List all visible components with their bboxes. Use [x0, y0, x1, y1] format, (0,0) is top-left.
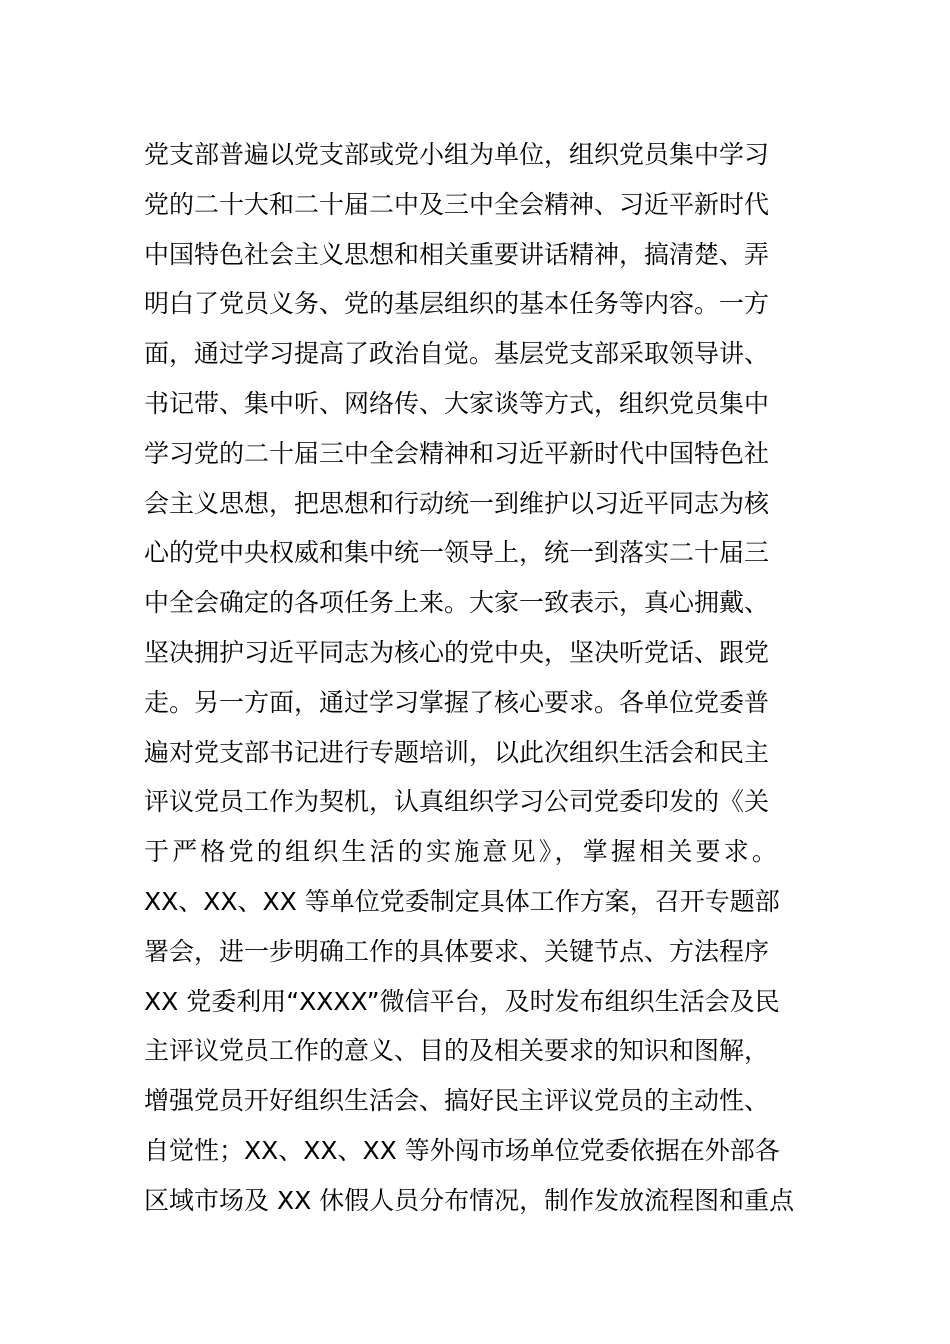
document-body: [144, 130, 824, 1226]
text-line-10: 中全会确定的各项任务上来。大家一致表示，真心拥戴、: [144, 588, 770, 618]
text-line-6: 书记带、集中听、网络传、大家谈等方式，组织党员集中: [144, 388, 770, 418]
text-line-5: 面，通过学习提高了政治自觉。基层党支部采取领导讲、: [144, 339, 770, 369]
text-line-14: 评议党员工作为契机，认真组织学习公司党委印发的《关: [144, 787, 770, 817]
text-line-17: 署会，进一步明确工作的具体要求、关键节点、方法程序: [144, 936, 770, 966]
text-line-12: 走。另一方面，通过学习掌握了核心要求。各单位党委普: [144, 687, 770, 717]
text-line-20: 增强党员开好组织生活会、搞好民主评议党员的主动性、: [144, 1086, 770, 1116]
text-line-7: 学习党的二十届三中全会精神和习近平新时代中国特色社: [144, 438, 770, 468]
text-line-11: 坚决拥护习近平同志为核心的党中央，坚决听党话、跟党: [144, 637, 770, 667]
text-line-22: 区域市场及 XX 休假人员分布情况，制作发放流程图和重点: [144, 1185, 795, 1215]
text-line-9: 心的党中央权威和集中统一领导上，统一到落实二十届三: [144, 538, 770, 568]
text-line-13: 遍对党支部书记进行专题培训，以此次组织生活会和民主: [144, 737, 770, 767]
text-line-19: 主评议党员工作的意义、目的及相关要求的知识和图解，: [144, 1036, 770, 1066]
text-line-15: 于严格党的组织生活的实施意见》，掌握相关要求。: [144, 837, 781, 867]
text-line-21: 自觉性；XX、XX、XX 等外闯市场单位党委依据在外部各: [144, 1135, 780, 1165]
text-line-2: 党的二十大和二十届二中及三中全会精神、习近平新时代: [144, 189, 770, 219]
text-line-16: XX、XX、XX 等单位党委制定具体工作方案，召开专题部: [144, 886, 780, 916]
text-line-1: 党支部普遍以党支部或党小组为单位，组织党员集中学习: [144, 140, 770, 169]
text-line-4: 明白了党员义务、党的基层组织的基本任务等内容。一方: [144, 289, 770, 319]
text-line-18: XX 党委利用“XXXX”微信平台，及时发布组织生活会及民: [144, 986, 780, 1016]
text-line-3: 中国特色社会主义思想和相关重要讲话精神，搞清楚、弄: [144, 239, 770, 269]
text-line-8: 会主义思想，把思想和行动统一到维护以习近平同志为核: [144, 488, 770, 518]
